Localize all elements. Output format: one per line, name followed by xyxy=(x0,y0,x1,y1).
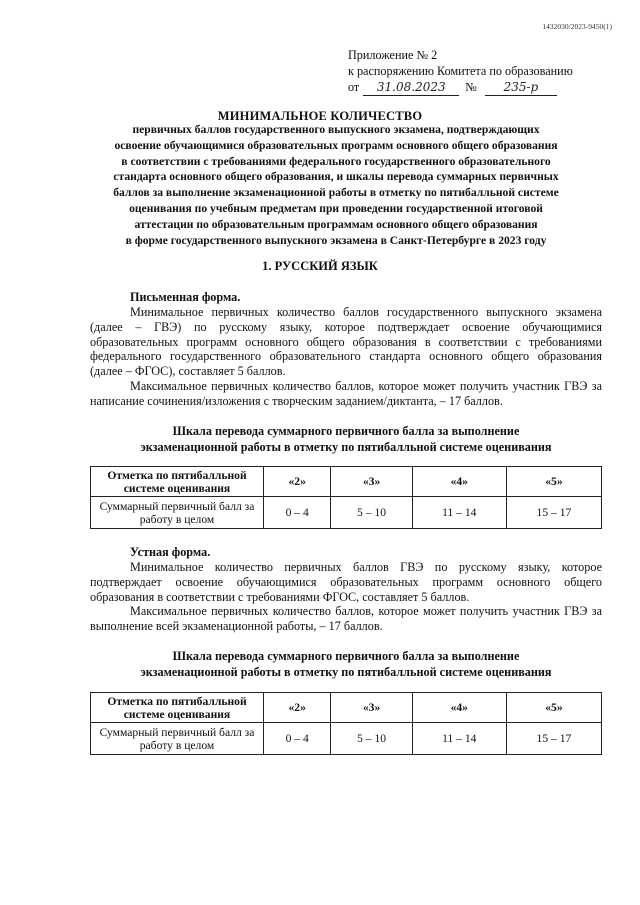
grade-cell: «3» xyxy=(331,693,412,723)
appendix-title: Приложение № 2 xyxy=(348,48,438,62)
score-range-cell: 0 – 4 xyxy=(264,497,331,529)
written-scale-table xyxy=(90,466,602,529)
grade-cell: «2» xyxy=(264,467,331,497)
handwritten-date: 31.08.2023 xyxy=(363,79,459,96)
table-row xyxy=(91,497,602,529)
grade-cell: «4» xyxy=(412,693,506,723)
written-max-score-paragraph: Максимальное первичных количество баллов, которое может получить участник ГВЭ за написание сочинения/изложения с творческим заданием/диктанта, – 17 баллов. xyxy=(90,379,602,408)
appendix-order-line: к распоряжению Комитета по образованию xyxy=(348,64,573,78)
grade-cell: «5» xyxy=(506,467,601,497)
table-header-label: Отметка по пятибалльной системе оценивания xyxy=(91,467,264,497)
score-range-cell: 15 – 17 xyxy=(506,723,601,755)
score-range-cell: 11 – 14 xyxy=(412,497,506,529)
score-range-cell: 15 – 17 xyxy=(506,497,601,529)
appendix-block xyxy=(348,47,608,96)
grade-cell: «3» xyxy=(331,467,412,497)
table-header-row xyxy=(91,693,602,723)
written-min-score-paragraph: Минимальное первичных количество баллов государственного выпускного экзамена (далее – ГВЭ) по русскому языку, которое подтверждает освоение обучающимися образовательных программ основного общего образования в соответствии с требованиями федерального государственного образовательного стандарта основного общего образования (далее – ФГОС), составляет 5 баллов. xyxy=(90,305,602,379)
number-label: № xyxy=(465,80,477,94)
score-range-cell: 0 – 4 xyxy=(264,723,331,755)
table-header-label: Отметка по пятибалльной системе оценивания xyxy=(91,693,264,723)
oral-scale-title xyxy=(90,648,602,680)
scale-title-line: экзаменационной работы в отметку по пятибалльной системе оценивания xyxy=(140,665,552,679)
grade-cell: «2» xyxy=(264,693,331,723)
subtitle-line: в соответствии с требованиями федерального государственного образовательного xyxy=(121,154,551,168)
grade-cell: «5» xyxy=(506,693,601,723)
subtitle-line: первичных баллов государственного выпускного экзамена, подтверждающих xyxy=(132,123,540,136)
oral-scale-table xyxy=(90,692,602,755)
score-range-cell: 5 – 10 xyxy=(331,497,412,529)
handwritten-number: 235-р xyxy=(485,79,557,96)
table-row-label: Суммарный первичный балл за работу в целом xyxy=(91,497,264,529)
table-row-label: Суммарный первичный балл за работу в целом xyxy=(91,723,264,755)
subtitle-line: в форме государственного выпускного экзамена в Санкт-Петербурге в 2023 году xyxy=(125,233,547,247)
written-scale-title xyxy=(90,423,602,455)
oral-max-score-paragraph: Максимальное первичных количество баллов, которое может получить участник ГВЭ за выполнение всей экзаменационной работы, – 17 баллов. xyxy=(90,604,602,633)
subtitle-line: освоение обучающимися образовательных программ основного общего образования xyxy=(114,138,558,152)
oral-form-heading: Устная форма. xyxy=(130,545,211,559)
appendix-date-line xyxy=(348,79,608,96)
section-title: 1. РУССКИЙ ЯЗЫК xyxy=(262,259,378,273)
from-label: от xyxy=(348,80,360,94)
subtitle-line: оценивания по учебным предметам при проведении государственной итоговой xyxy=(129,201,543,215)
subtitle-line: баллов за выполнение экзаменационной работы в отметку по пятибалльной системе xyxy=(113,186,559,200)
table-row xyxy=(91,723,602,755)
subtitle-line: стандарта основного общего образования, и шкалы перевода суммарных первичных xyxy=(113,170,559,184)
document-title: МИНИМАЛЬНОЕ КОЛИЧЕСТВО xyxy=(217,109,423,123)
grade-cell: «4» xyxy=(412,467,506,497)
scale-title-line: Шкала перевода суммарного первичного балла за выполнение xyxy=(172,649,520,663)
oral-min-score-paragraph: Минимальное количество первичных баллов ГВЭ по русскому языку, которое подтверждает освоение обучающимися образовательных программ основного общего образования в соответствии с требованиями ФГОС, составляет 5 баллов. xyxy=(90,560,602,604)
scale-title-line: экзаменационной работы в отметку по пятибалльной системе оценивания xyxy=(140,440,552,454)
score-range-cell: 11 – 14 xyxy=(412,723,506,755)
scale-title-line: Шкала перевода суммарного первичного балла за выполнение xyxy=(172,424,520,438)
table-header-row xyxy=(91,467,602,497)
document-id: 1432030/2023-9450(1) xyxy=(542,22,612,31)
score-range-cell: 5 – 10 xyxy=(331,723,412,755)
written-form-heading: Письменная форма. xyxy=(130,290,241,304)
subtitle-line: аттестации по образовательным программам основного общего образования xyxy=(134,217,538,231)
document-subtitle xyxy=(86,122,586,248)
